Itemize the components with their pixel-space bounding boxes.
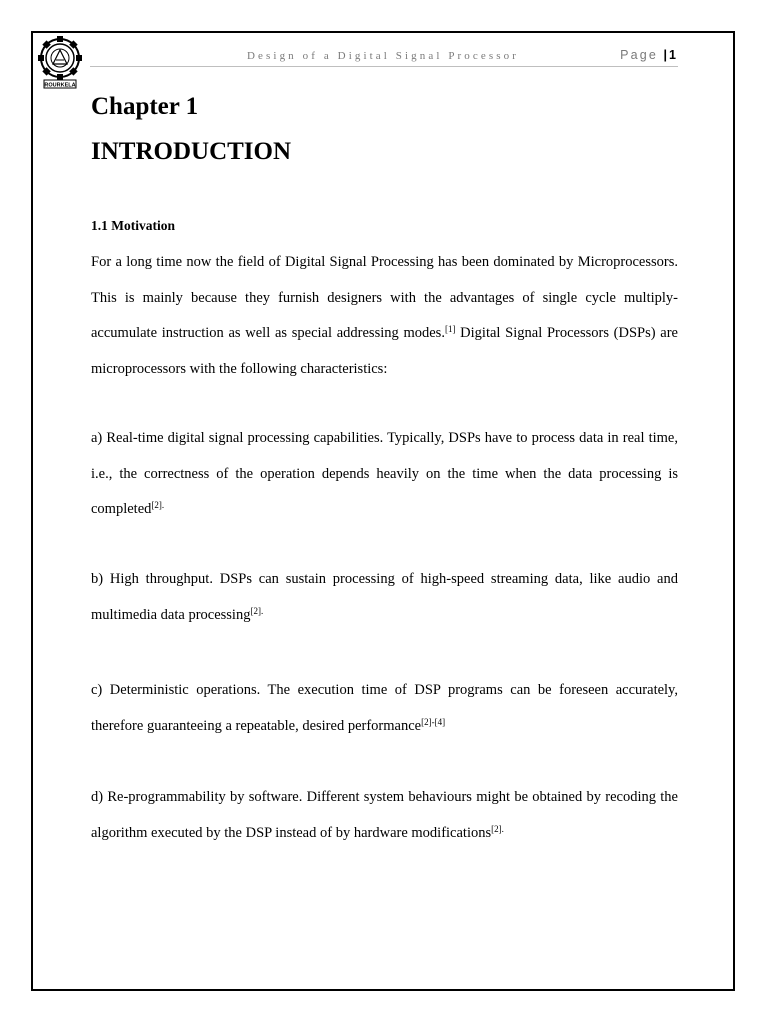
list-item-c-text: c) Deterministic operations. The execution time of DSP programs can be foreseen accurately, therefore guaranteeing a repeatable, desired performance bbox=[91, 682, 678, 734]
list-item-d-text: d) Re-programmability by software. Different system behaviours might be obtained by recoding the algorithm executed by the DSP instead of by hardware modifications bbox=[91, 789, 678, 841]
page-word: Page bbox=[620, 48, 659, 62]
institute-logo-icon bbox=[37, 36, 83, 90]
page-number: 1 bbox=[669, 48, 676, 62]
list-item-b-text: b) High throughput. DSPs can sustain processing of high-speed streaming data, like audio and multimedia data processing bbox=[91, 571, 678, 623]
citation-ref: [2]. bbox=[491, 823, 504, 834]
citation-ref: [2]. bbox=[250, 605, 264, 616]
list-item-c bbox=[91, 673, 678, 744]
header-page-number bbox=[620, 48, 676, 62]
chapter-title: INTRODUCTION bbox=[91, 138, 292, 165]
list-item-d bbox=[91, 780, 678, 851]
logo-caption: ROURKELA bbox=[44, 82, 76, 89]
intro-text: For a long time now the field of Digital Signal Processing has been dominated by Microprocessors. This is mainly because they furnish designers with the advantages of single cycle multiply-accumulate instruction as well as special addressing modes. bbox=[91, 254, 678, 341]
list-item-a-text: a) Real-time digital signal processing capabilities. Typically, DSPs have to process data in real time, i.e., the correctness of the operation depends heavily on the time when the data processing is completed bbox=[91, 430, 678, 517]
list-item-b bbox=[91, 562, 678, 633]
citation-ref: [2]. bbox=[151, 500, 165, 510]
section-heading: 1.1 Motivation bbox=[91, 218, 175, 233]
citation-ref: [2]-[4] bbox=[421, 716, 446, 727]
chapter-label: Chapter 1 bbox=[91, 93, 199, 120]
intro-text-continued: Digital Signal Processors (DSPs) are microprocessors with the following characteristics: bbox=[91, 325, 678, 377]
list-item-a bbox=[91, 421, 678, 528]
page-header bbox=[90, 48, 678, 67]
page-separator: | bbox=[663, 48, 668, 62]
citation-ref: [1] bbox=[444, 324, 456, 334]
header-title: Design of a Digital Signal Processor bbox=[247, 50, 519, 62]
intro-paragraph bbox=[91, 245, 678, 387]
